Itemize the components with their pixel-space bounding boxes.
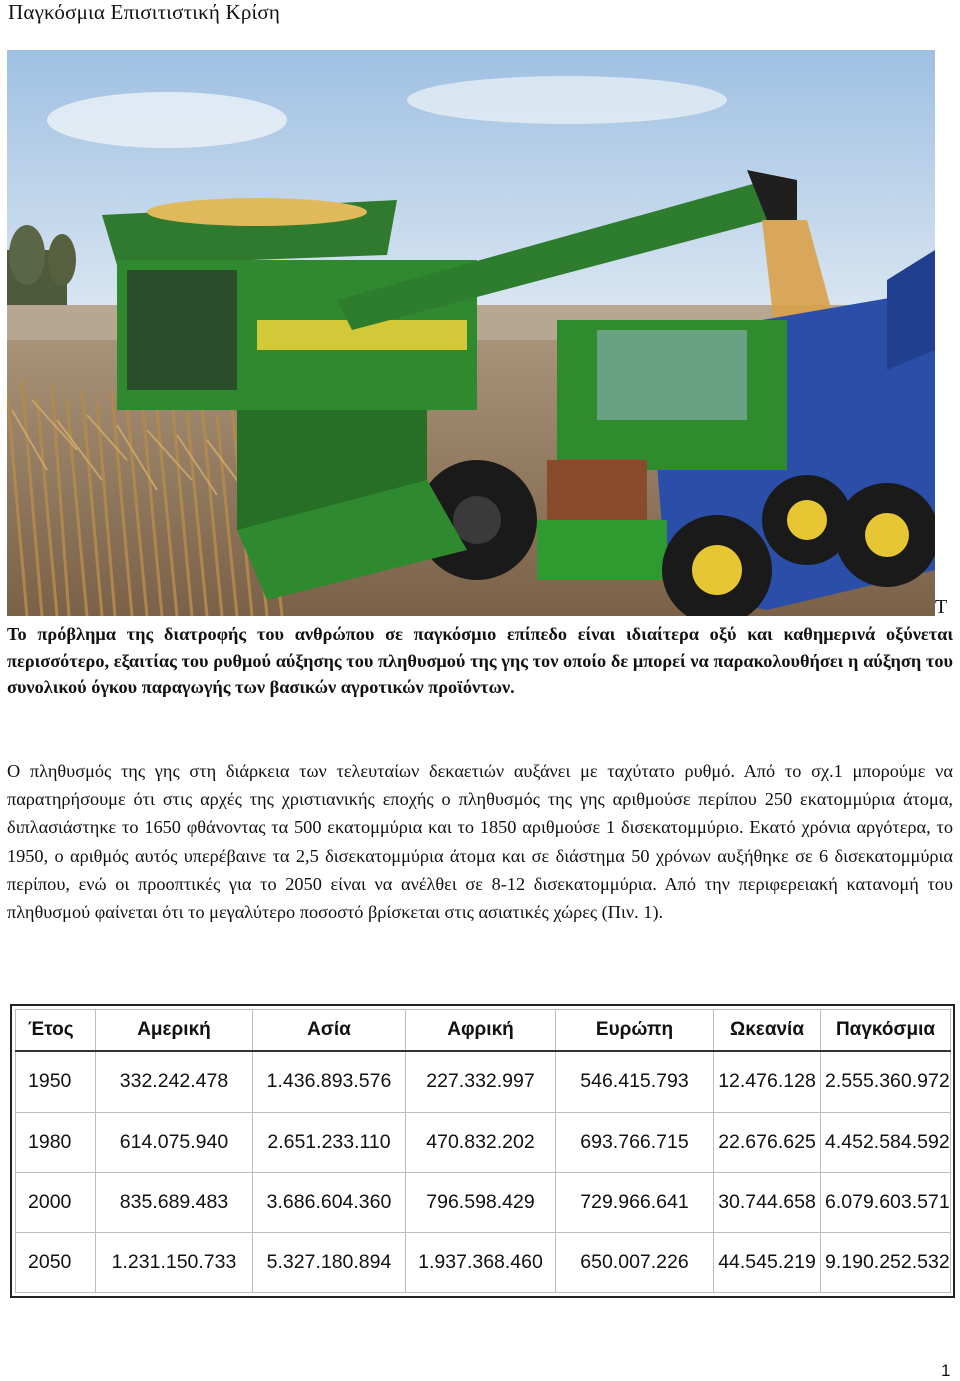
header-world: Παγκόσμια bbox=[821, 1010, 951, 1052]
header-asia: Ασία bbox=[253, 1010, 406, 1052]
table-cell: 546.415.793 bbox=[556, 1051, 714, 1112]
table-cell-year: 1950 bbox=[16, 1051, 96, 1112]
table-row bbox=[16, 1051, 951, 1112]
table-row bbox=[16, 1112, 951, 1172]
header-europe: Ευρώπη bbox=[556, 1010, 714, 1052]
table-header-row bbox=[16, 1010, 951, 1052]
table-cell: 44.545.219 bbox=[714, 1232, 821, 1292]
header-year: Έτος bbox=[16, 1010, 96, 1052]
table-cell: 332.242.478 bbox=[96, 1051, 253, 1112]
table-cell: 729.966.641 bbox=[556, 1172, 714, 1232]
table-cell: 3.686.604.360 bbox=[253, 1172, 406, 1232]
page-title: Παγκόσμια Επισιτιστική Κρίση bbox=[8, 0, 281, 24]
harvest-photo-illustration bbox=[7, 50, 935, 616]
table-cell: 5.327.180.894 bbox=[253, 1232, 406, 1292]
table-cell: 2.555.360.972 bbox=[821, 1051, 951, 1112]
table-cell-year: 2050 bbox=[16, 1232, 96, 1292]
population-table-frame bbox=[10, 1004, 955, 1298]
table-cell: 650.007.226 bbox=[556, 1232, 714, 1292]
population-table bbox=[15, 1009, 951, 1293]
table-cell: 2.651.233.110 bbox=[253, 1112, 406, 1172]
table-cell: 614.075.940 bbox=[96, 1112, 253, 1172]
table-row bbox=[16, 1172, 951, 1232]
table-cell: 9.190.252.532 bbox=[821, 1232, 951, 1292]
table-cell: 1.937.368.460 bbox=[406, 1232, 556, 1292]
page-number: 1 bbox=[941, 1361, 951, 1380]
table-cell: 30.744.658 bbox=[714, 1172, 821, 1232]
table-cell: 470.832.202 bbox=[406, 1112, 556, 1172]
intro-paragraph: Το πρόβλημα της διατροφής του ανθρώπου σε παγκόσμιο επίπεδο είναι ιδιαίτερα οξύ και καθημερινά οξύνεται περισσότερο, εξαιτίας του ρυθμού αύξησης του πληθυσμού της γης τον οποίο δε μπορεί να παρακολουθήσει η αύξηση του συνολικού όγκου παραγωγής των βασικών αγροτικών προϊόντων. bbox=[7, 624, 953, 697]
table-cell: 796.598.429 bbox=[406, 1172, 556, 1232]
table-cell-year: 1980 bbox=[16, 1112, 96, 1172]
body-paragraph: Ο πληθυσμός της γης στη διάρκεια των τελευταίων δεκαετιών αυξάνει με ταχύτατο ρυθμό. Από το σχ.1 μπορούμε να παρατηρήσουμε ότι στις αρχές της χριστιανικής εποχής ο πληθυσμός της γης αριθμούσε περίπου 250 εκατομμύρια άτομα, διπλασιάστηκε το 1650 φθάνοντας τα 500 εκατομμύρια και το 1850 αριθμούσε 1 δισεκατομμύριο. Εκατό χρόνια αργότερα, το 1950, ο αριθμός αυτός υπερέβαινε τα 2,5 δισεκατομμύρια άτομα και σε διάστημα 50 χρόνων αυξήθηκε σε 6 δισεκατομμύρια περίπου, ενώ οι προοπτικές για το 2050 είναι να ανέλθει σε 8-12 δισεκατομμύρια. Από την περιφερειακή κατανομή του πληθυσμού φαίνεται ότι το μεγαλύτερο ποσοστό βρίσκεται στις ασιατικές χώρες (Πιν. 1). bbox=[7, 761, 953, 923]
harvest-photo bbox=[7, 50, 935, 616]
table-cell-year: 2000 bbox=[16, 1172, 96, 1232]
header-africa: Αφρική bbox=[406, 1010, 556, 1052]
table-cell: 693.766.715 bbox=[556, 1112, 714, 1172]
table-cell: 1.436.893.576 bbox=[253, 1051, 406, 1112]
table-cell: 227.332.997 bbox=[406, 1051, 556, 1112]
table-row bbox=[16, 1232, 951, 1292]
table-cell: 12.476.128 bbox=[714, 1051, 821, 1112]
table-cell: 835.689.483 bbox=[96, 1172, 253, 1232]
stray-letter: T bbox=[935, 596, 948, 618]
table-cell: 1.231.150.733 bbox=[96, 1232, 253, 1292]
table-cell: 22.676.625 bbox=[714, 1112, 821, 1172]
table-cell: 4.452.584.592 bbox=[821, 1112, 951, 1172]
header-america: Αμερική bbox=[96, 1010, 253, 1052]
header-oceania: Ωκεανία bbox=[714, 1010, 821, 1052]
table-cell: 6.079.603.571 bbox=[821, 1172, 951, 1232]
